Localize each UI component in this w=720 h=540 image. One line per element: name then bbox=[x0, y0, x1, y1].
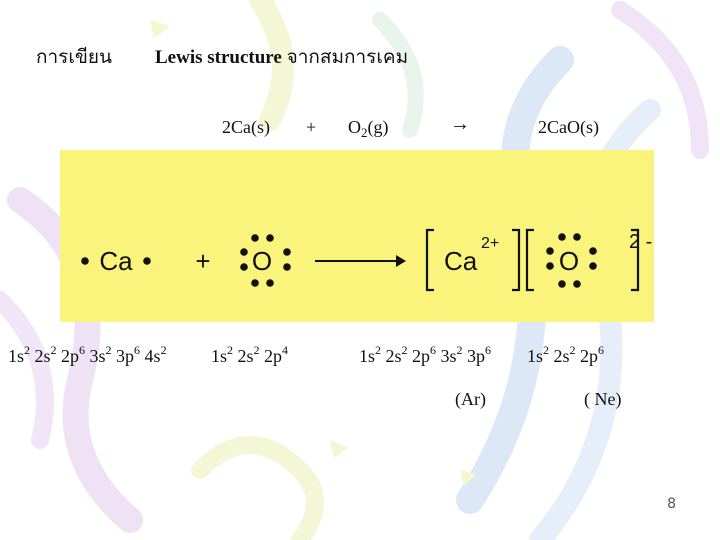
slide-title-thai: การเขียน bbox=[36, 46, 112, 68]
o-electron-dot bbox=[240, 248, 248, 256]
electron-count: 2 bbox=[569, 343, 576, 357]
ca-symbol: Ca bbox=[99, 246, 133, 276]
orbital-label: 2p bbox=[407, 346, 431, 366]
electron-count: 2 bbox=[543, 343, 550, 357]
o2-subscript: 2 bbox=[361, 125, 368, 140]
electron-count: 2 bbox=[401, 343, 408, 357]
o-electron-dot bbox=[266, 234, 274, 242]
page-number: 8 bbox=[667, 496, 676, 512]
electron-count: 6 bbox=[430, 343, 437, 357]
electron-count: 2 bbox=[456, 343, 463, 357]
ca-ion-charge: 2+ bbox=[481, 235, 500, 252]
o-ion-electron-dot bbox=[558, 280, 566, 288]
o-electron-dot bbox=[240, 263, 248, 271]
o2-symbol: O bbox=[348, 117, 361, 137]
electron-count: 2 bbox=[105, 343, 112, 357]
electron-count: 6 bbox=[134, 343, 141, 357]
lewis-diagram bbox=[60, 150, 654, 322]
o-ion-electron-dot bbox=[546, 247, 554, 255]
orbital-label: 3s bbox=[85, 346, 106, 366]
electron-count: 2 bbox=[50, 343, 57, 357]
slide-title-bold: Lewis structure bbox=[155, 47, 282, 68]
orbital-label: 1s bbox=[359, 346, 376, 366]
orbital-label: 2p bbox=[56, 346, 80, 366]
electron-count: 2 bbox=[253, 343, 260, 357]
o-ion-electron-dot bbox=[589, 247, 597, 255]
o2-state: (g) bbox=[367, 117, 389, 137]
electron-count: 6 bbox=[598, 343, 605, 357]
ca-ion-bracket-left bbox=[427, 230, 434, 290]
orbital-label: 2s bbox=[381, 346, 402, 366]
o-electron-dot bbox=[283, 263, 291, 271]
slide-title bbox=[155, 42, 408, 72]
ca-electron-dot bbox=[143, 257, 151, 265]
o-ion-charge: 2 - bbox=[629, 231, 653, 253]
orbital-label: 4s bbox=[140, 346, 161, 366]
lewis-plus: + bbox=[195, 246, 211, 276]
config-ca bbox=[8, 343, 167, 367]
label-neon: ( Ne) bbox=[584, 389, 622, 409]
o-electron-dot bbox=[251, 234, 259, 242]
label-argon: (Ar) bbox=[455, 389, 486, 409]
equation-reactant-o2 bbox=[348, 117, 389, 139]
electron-count: 2 bbox=[227, 343, 234, 357]
equation-reactant-ca: 2Ca(s) bbox=[222, 117, 270, 137]
o-ion-electron-dot bbox=[589, 262, 597, 270]
electron-count: 2 bbox=[24, 343, 31, 357]
ca-ion-bracket-right bbox=[512, 230, 519, 290]
o-electron-dot bbox=[283, 248, 291, 256]
o-ion-bracket-left bbox=[527, 230, 534, 290]
o-ion-electron-dot bbox=[546, 262, 554, 270]
o-ion-symbol: O bbox=[558, 246, 580, 276]
orbital-label: 3s bbox=[436, 346, 457, 366]
config-o-ion bbox=[527, 343, 605, 367]
o-ion-electron-dot bbox=[573, 233, 581, 241]
orbital-label: 2p bbox=[575, 346, 599, 366]
orbital-label: 2s bbox=[30, 346, 51, 366]
orbital-label: 3p bbox=[462, 346, 486, 366]
lewis-arrowhead-icon bbox=[396, 255, 406, 267]
equation-product: 2CaO(s) bbox=[538, 117, 599, 137]
o-ion-electron-dot bbox=[573, 280, 581, 288]
o-electron-dot bbox=[251, 279, 259, 287]
electron-count: 2 bbox=[375, 343, 382, 357]
electron-count: 4 bbox=[282, 343, 289, 357]
o-electron-dot bbox=[266, 279, 274, 287]
slide-title-thai-suffix: จากสมการเคม bbox=[286, 46, 409, 68]
equation-plus: + bbox=[306, 117, 317, 137]
o-ion-electron-dot bbox=[558, 233, 566, 241]
orbital-label: 1s bbox=[8, 346, 25, 366]
config-o bbox=[211, 343, 289, 367]
electron-count: 6 bbox=[485, 343, 492, 357]
config-ca-ion bbox=[359, 343, 492, 367]
orbital-label: 2s bbox=[549, 346, 570, 366]
orbital-label: 2s bbox=[233, 346, 254, 366]
ca-ion-symbol: Ca bbox=[444, 246, 478, 276]
orbital-label: 3p bbox=[111, 346, 135, 366]
ca-electron-dot bbox=[81, 257, 89, 265]
electron-count: 2 bbox=[160, 343, 167, 357]
o-symbol: O bbox=[251, 246, 273, 276]
electron-count: 6 bbox=[79, 343, 86, 357]
orbital-label: 2p bbox=[259, 346, 283, 366]
equation-arrow-icon: → bbox=[450, 113, 470, 135]
orbital-label: 1s bbox=[527, 346, 544, 366]
orbital-label: 1s bbox=[211, 346, 228, 366]
